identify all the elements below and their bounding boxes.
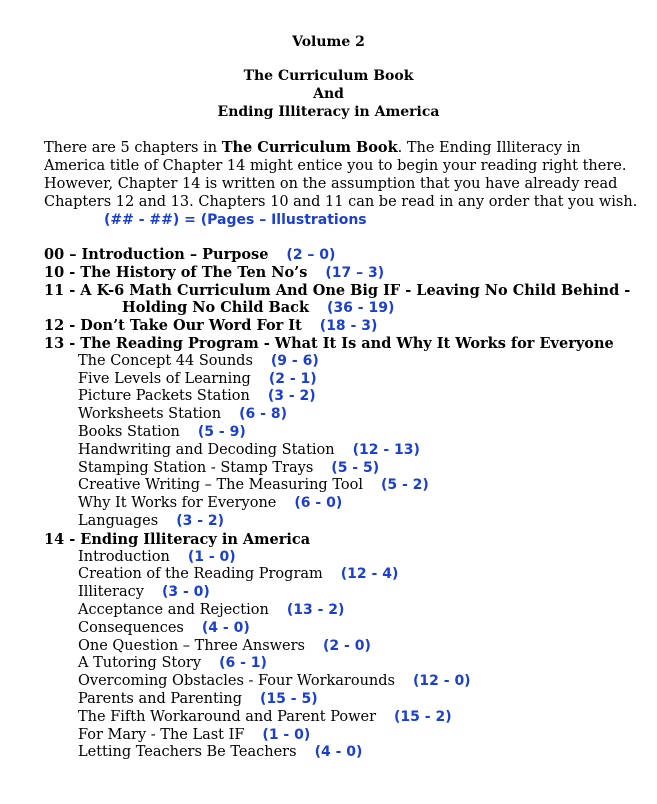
toc-entry-page-count: (13 - 2) (286, 601, 345, 618)
toc-chapter-entry (44, 299, 654, 317)
toc-chapter-entry (44, 317, 654, 335)
toc-entry-page-count: (3 - 2) (267, 388, 316, 405)
toc-entry-page-count: (9 - 6) (270, 352, 319, 369)
toc-section-entry (44, 549, 654, 567)
toc-entry-label: Overcoming Obstacles - Four Workarounds (78, 673, 395, 690)
toc-section-entry (44, 620, 654, 638)
toc-entry-page-count: (3 - 2) (176, 512, 225, 529)
toc-section-entry (44, 673, 654, 691)
toc-section-entry (44, 460, 654, 478)
toc-entry-label: Parents and Parenting (78, 690, 243, 707)
toc-entry-label: Handwriting and Decoding Station (78, 441, 335, 458)
toc-section-entry (44, 602, 654, 620)
toc-section-entry (44, 655, 654, 673)
intro-paragraph (44, 139, 644, 229)
toc-section-entry (44, 566, 654, 584)
toc-entry-label: A Tutoring Story (78, 655, 202, 672)
toc-entry-page-count: (1 - 0) (262, 726, 311, 743)
toc-section-entry (44, 727, 654, 745)
toc-entry-page-count: (15 - 5) (260, 690, 318, 707)
toc-entry-label: Illiteracy (78, 584, 144, 601)
toc-section-entry (44, 477, 654, 495)
toc-entry-label: 13 - The Reading Program - What It Is and Why It Works for Everyone (44, 334, 614, 352)
table-of-contents (44, 246, 654, 762)
toc-entry-page-count: (1 - 0) (187, 548, 236, 565)
toc-chapter-entry (44, 531, 654, 549)
toc-entry-label: Five Levels of Learning (78, 370, 251, 387)
toc-entry-page-count: (2 - 0) (323, 637, 371, 654)
intro-text-rest: . The Ending Illiteracy in America title of Chapter 14 might entice you to begin your reading right there. However, Chapter 14 is written on the assumption that you have already read Chapters 12 and 13. Chapters 10 and 11 can be read in any order that you wish. (44, 140, 638, 210)
toc-entry-page-count: (12 - 4) (340, 566, 399, 583)
toc-entry-label: One Question – Three Answers (78, 637, 305, 654)
toc-entry-label: Letting Teachers Be Teachers (78, 744, 297, 761)
toc-section-entry (44, 584, 654, 602)
toc-entry-page-count: (6 - 0) (294, 495, 343, 512)
toc-entry-page-count: (3 - 0) (161, 584, 210, 601)
toc-entry-page-count: (5 - 9) (197, 423, 246, 440)
toc-entry-label: Why It Works for Everyone (78, 495, 277, 512)
toc-section-entry (44, 744, 654, 762)
toc-section-entry (44, 513, 654, 531)
toc-chapter-entry (44, 246, 654, 264)
toc-section-entry (44, 406, 654, 424)
toc-entry-label: Creation of the Reading Program (78, 566, 323, 583)
toc-section-entry (44, 442, 654, 460)
toc-entry-page-count: (6 - 1) (219, 655, 267, 672)
toc-entry-page-count: (4 - 0) (201, 619, 250, 636)
toc-section-entry (44, 353, 654, 371)
toc-section-entry (44, 424, 654, 442)
toc-entry-label: Languages (78, 512, 159, 529)
toc-entry-label: Holding No Child Back (122, 299, 310, 317)
book-title: The Curriculum Book (243, 68, 414, 84)
toc-entry-label: 00 – Introduction – Purpose (44, 246, 269, 263)
toc-entry-page-count: (5 - 5) (331, 459, 380, 476)
toc-entry-page-count: (5 - 2) (380, 477, 429, 494)
title-conjunction: And (313, 86, 344, 102)
toc-entry-label: Consequences (78, 619, 184, 636)
toc-entry-page-count: (12 - 13) (352, 441, 420, 458)
toc-entry-page-count: (4 - 0) (314, 744, 363, 761)
toc-entry-page-count: (6 - 8) (239, 406, 287, 423)
toc-entry-label: Acceptance and Rejection (78, 601, 269, 618)
toc-entry-label: Introduction (78, 548, 170, 565)
toc-entry-page-count: (17 – 3) (325, 264, 385, 281)
toc-section-entry (44, 388, 654, 406)
toc-entry-label: Books Station (78, 423, 180, 440)
toc-section-entry (44, 371, 654, 389)
toc-entry-page-count: (2 – 0) (286, 247, 336, 263)
toc-chapter-entry (44, 282, 654, 300)
toc-chapter-entry (44, 264, 654, 282)
toc-entry-label: For Mary - The Last IF (78, 726, 245, 743)
toc-entry-label: 14 - Ending Illiteracy in America (44, 530, 311, 548)
toc-entry-label: Stamping Station - Stamp Trays (78, 459, 314, 476)
toc-entry-page-count: (36 - 19) (327, 300, 395, 317)
toc-entry-label: The Concept 44 Sounds (78, 352, 253, 369)
page-illustration-legend: (## - ##) = (Pages – Illustrations (104, 212, 367, 228)
toc-section-entry (44, 709, 654, 727)
book-subtitle: Ending Illiteracy in America (217, 104, 440, 120)
toc-entry-label: Creative Writing – The Measuring Tool (78, 477, 363, 494)
toc-section-entry (44, 495, 654, 513)
toc-entry-label: 11 - A K-6 Math Curriculum And One Big IF - Leaving No Child Behind - (44, 281, 631, 299)
toc-entry-label: Picture Packets Station (78, 388, 250, 405)
toc-chapter-entry (44, 335, 654, 353)
toc-entry-page-count: (12 - 0) (413, 673, 471, 690)
toc-section-entry (44, 638, 654, 656)
volume-heading: Volume 2 (292, 34, 365, 50)
toc-section-entry (44, 691, 654, 709)
toc-entry-page-count: (2 - 1) (268, 370, 317, 387)
toc-entry-label: Worksheets Station (78, 406, 222, 423)
toc-entry-label: 10 - The History of The Ten No’s (44, 263, 308, 281)
toc-entry-page-count: (15 - 2) (394, 708, 452, 725)
intro-text-start: There are 5 chapters in (44, 140, 222, 156)
intro-book-title: The Curriculum Book (221, 139, 398, 156)
toc-entry-label: The Fifth Workaround and Parent Power (78, 708, 377, 725)
toc-entry-page-count: (18 - 3) (319, 318, 378, 335)
toc-entry-label: 12 - Don’t Take Our Word For It (44, 317, 302, 335)
